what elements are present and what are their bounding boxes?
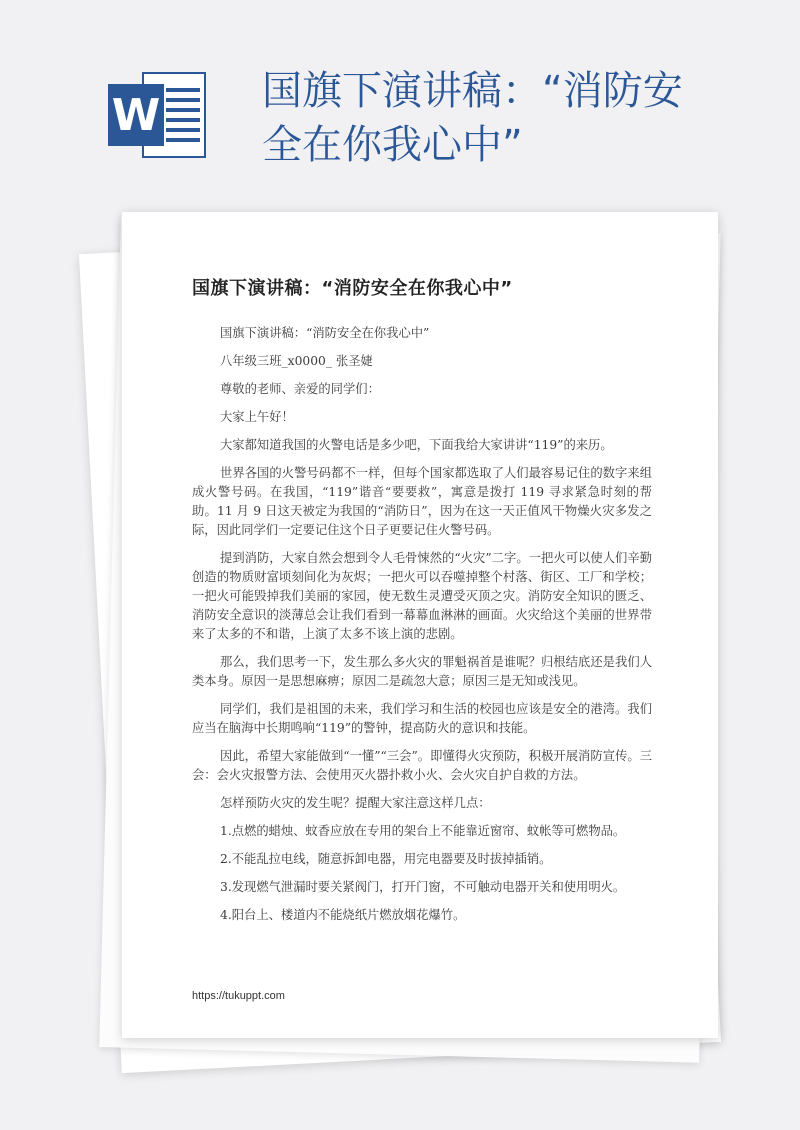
paragraph: 尊敬的老师、亲爱的同学们： (220, 382, 380, 396)
paragraph: 同学们，我们是祖国的未来，我们学习和生活的校园也应该是安全的港湾。我们应当在脑海中长期鸣响“119”的警钟，提高防火的意识和技能。 (192, 702, 652, 735)
paragraph: 八年级三班_x0000_ 张圣婕 (220, 354, 373, 368)
paragraph: 大家都知道我国的火警电话是多少吧，下面我给大家讲讲“119”的来历。 (220, 438, 613, 452)
page-title: 国旗下演讲稿：“消防安全在你我心中” (262, 68, 683, 168)
word-logo (108, 68, 208, 160)
list-item: 1.点燃的蜡烛、蚊香应放在专用的架台上不能靠近窗帘、蚊帐等可燃物品。 (220, 824, 626, 838)
paragraph: 国旗下演讲稿：“消防安全在你我心中” (220, 326, 430, 340)
document-title: 国旗下演讲稿：“消防安全在你我心中” (192, 278, 513, 299)
paragraph: 大家上午好！ (220, 410, 294, 424)
paragraph: 因此，希望大家能做到“一懂”“三会”。即懂得火灾预防，积极开展消防宣传。三会：会火灾报警方法、会使用灭火器扑救小火、会火灾自护自救的方法。 (192, 749, 652, 782)
paragraph: 怎样预防火灾的发生呢？提醒大家注意这样几点： (220, 796, 491, 810)
word-w-icon: W (108, 84, 164, 146)
paragraph: 世界各国的火警号码都不一样，但每个国家都选取了人们最容易记住的数字来组成火警号码。在我国，“119”谐音“要要救”，寓意是拨打 119 寻求紧急时刻的帮助。11 月 9 日这天被定为我国的“消防日”，因为在这一天正值风干物燥火灾多发之际，因此同学们一定要记住这个日子更要记住火警号码。 (192, 466, 652, 537)
list-item: 4.阳台上、楼道内不能烧纸片燃放烟花爆竹。 (220, 908, 466, 922)
source-url: https://tukuppt.com (192, 990, 285, 1002)
paragraph: 那么，我们思考一下，发生那么多火灾的罪魁祸首是谁呢？归根结底还是我们人类本身。原因一是思想麻痹；原因二是疏忽大意；原因三是无知或浅见。 (192, 655, 652, 688)
document-page (122, 212, 718, 1038)
paragraph: 提到消防，大家自然会想到令人毛骨悚然的“火灾”二字。一把火可以使人们辛勤创造的物质财富顷刻间化为灰烬；一把火可以吞噬掉整个村落、街区、工厂和学校；一把火可能毁掉我们美丽的家园，使无数生灵遭受灭顶之灾。消防安全知识的匮乏、消防安全意识的淡薄总会让我们看到一幕幕血淋淋的画面。火灾给这个美丽的世界带来了太多的不和谐，上演了太多不该上演的悲剧。 (192, 551, 652, 641)
list-item: 2.不能乱拉电线，随意拆卸电器，用完电器要及时拔掉插销。 (220, 852, 552, 866)
list-item: 3.发现燃气泄漏时要关紧阀门，打开门窗，不可触动电器开关和使用明火。 (220, 880, 626, 894)
